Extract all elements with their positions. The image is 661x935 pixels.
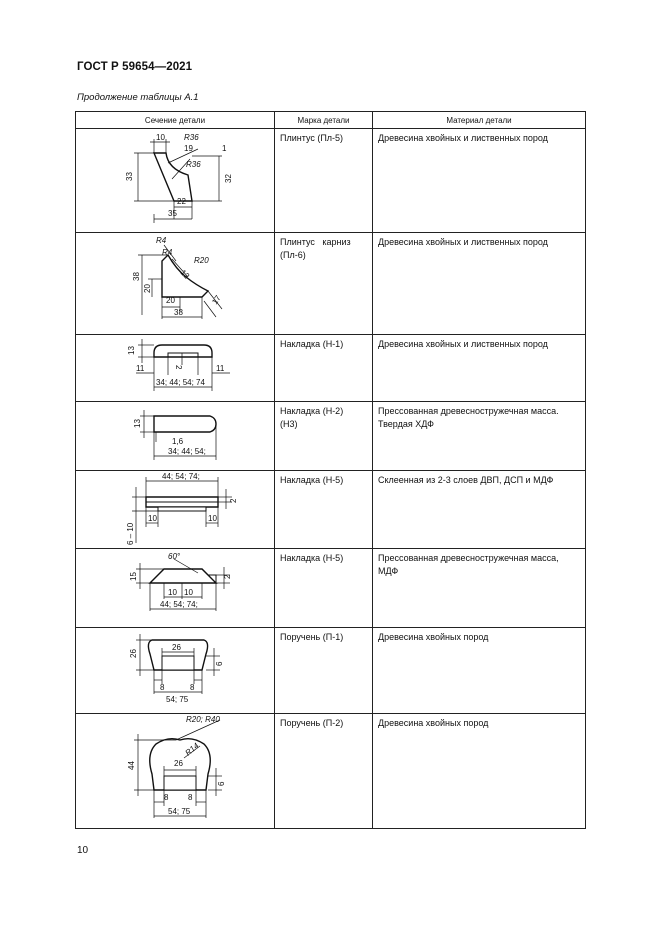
dim-label: 8 bbox=[190, 683, 195, 692]
table-row bbox=[76, 471, 586, 549]
mark-text: Поручень (П-1) bbox=[280, 632, 344, 642]
dim-label: 1,6 bbox=[172, 437, 184, 446]
dim-label: 10 bbox=[184, 588, 193, 597]
material-text: Древесина хвойных и лиственных пород bbox=[378, 237, 548, 247]
mark-cell bbox=[275, 628, 373, 714]
mark-cell bbox=[275, 335, 373, 402]
table-header-row bbox=[76, 112, 586, 129]
dim-label: 13 bbox=[127, 346, 136, 355]
dim-label: 6 – 10 bbox=[126, 522, 135, 545]
table-row bbox=[76, 129, 586, 233]
material-cell bbox=[373, 129, 586, 233]
dim-label: 17 bbox=[210, 293, 223, 307]
section-drawing-cell bbox=[76, 714, 275, 829]
mark-text: (Н3) bbox=[280, 419, 298, 429]
dim-label: 38 bbox=[174, 308, 183, 317]
section-drawing-cell bbox=[76, 628, 275, 714]
material-text: Древесина хвойных пород bbox=[378, 718, 489, 728]
section-drawing-pl6 bbox=[76, 233, 274, 333]
material-cell bbox=[373, 335, 586, 402]
dim-label: 26 bbox=[129, 649, 138, 658]
dim-label: 54; 75 bbox=[166, 695, 189, 704]
material-cell bbox=[373, 233, 586, 335]
section-drawing-cell bbox=[76, 471, 275, 549]
dim-label: 22 bbox=[177, 197, 186, 206]
material-cell bbox=[373, 628, 586, 714]
dim-label: 11 bbox=[136, 364, 145, 373]
dim-label: 20 bbox=[143, 284, 152, 293]
page-number: 10 bbox=[77, 845, 89, 856]
dim-label: 2 bbox=[229, 498, 238, 503]
dim-label: 34; 44; 54; 74 bbox=[156, 378, 205, 387]
section-drawing-p1 bbox=[76, 628, 274, 712]
dim-label: 26 bbox=[172, 643, 181, 652]
dim-label: R4 bbox=[156, 236, 167, 245]
mark-text: Накладка (Н-5) bbox=[280, 475, 344, 485]
table-row bbox=[76, 233, 586, 335]
mark-text: (Пл-6) bbox=[280, 250, 306, 260]
dim-label: R20; R40 bbox=[186, 715, 220, 724]
section-drawing-n5a bbox=[76, 471, 274, 547]
material-cell bbox=[373, 714, 586, 829]
dim-label: R4 bbox=[162, 248, 173, 257]
material-text: Древесина хвойных и лиственных пород bbox=[378, 133, 548, 143]
dim-label: 38 bbox=[132, 272, 141, 281]
dim-label: R20 bbox=[194, 256, 209, 265]
table-row bbox=[76, 335, 586, 402]
mark-text: Плинтус карниз bbox=[280, 237, 351, 247]
dim-label: 2 bbox=[174, 365, 183, 370]
dim-label: 20 bbox=[166, 296, 175, 305]
dim-label: 8 bbox=[160, 683, 165, 692]
section-drawing-cell bbox=[76, 335, 275, 402]
column-header-section: Сечение детали bbox=[76, 112, 275, 129]
section-drawing-n5b bbox=[76, 549, 274, 626]
dim-label: 6 bbox=[215, 661, 224, 666]
dim-label: 60° bbox=[168, 552, 181, 561]
section-drawing-n1 bbox=[76, 335, 274, 400]
material-cell bbox=[373, 402, 586, 471]
mark-cell bbox=[275, 549, 373, 628]
dim-label: 12 bbox=[178, 268, 192, 281]
dim-label: 10 bbox=[168, 588, 177, 597]
dim-label: 6 bbox=[217, 781, 226, 786]
column-header-material: Материал детали bbox=[373, 112, 586, 129]
section-drawing-p2 bbox=[76, 714, 274, 827]
dim-label: 54; 75 bbox=[168, 807, 191, 816]
dim-label: 13 bbox=[133, 419, 142, 428]
dim-label: 8 bbox=[188, 793, 193, 802]
dim-label: R36 bbox=[184, 133, 199, 142]
dim-label: R36 bbox=[186, 160, 201, 169]
mark-cell bbox=[275, 129, 373, 233]
details-table bbox=[75, 111, 586, 829]
mark-cell bbox=[275, 471, 373, 549]
material-text: Прессованная древесностружечная масса. bbox=[378, 406, 559, 416]
material-text: Твердая ХДФ bbox=[378, 419, 434, 429]
section-drawing-cell bbox=[76, 129, 275, 233]
section-drawing-cell bbox=[76, 233, 275, 335]
dim-label: 44; 54; 74; bbox=[160, 600, 198, 609]
mark-text: Поручень (П-2) bbox=[280, 718, 344, 728]
table-row bbox=[76, 628, 586, 714]
dim-label: 10 bbox=[208, 514, 217, 523]
material-text: Древесина хвойных и лиственных пород bbox=[378, 339, 548, 349]
mark-cell bbox=[275, 233, 373, 335]
dim-label: 26 bbox=[174, 759, 183, 768]
dim-label: 11 bbox=[216, 364, 225, 373]
mark-cell bbox=[275, 402, 373, 471]
document-title: ГОСТ Р 59654—2021 bbox=[77, 61, 193, 73]
material-text: Древесина хвойных пород bbox=[378, 632, 489, 642]
section-drawing-cell bbox=[76, 402, 275, 471]
material-text: Прессованная древесностружечная масса, МДФ bbox=[378, 553, 559, 576]
dim-label: 2 bbox=[223, 574, 232, 579]
dim-label: 1 bbox=[222, 144, 227, 153]
table-row bbox=[76, 549, 586, 628]
dim-label: 10 bbox=[156, 133, 165, 142]
column-header-mark: Марка детали bbox=[275, 112, 373, 129]
mark-text: Плинтус (Пл-5) bbox=[280, 133, 344, 143]
material-text: Склеенная из 2-3 слоев ДВП, ДСП и МДФ bbox=[378, 475, 554, 485]
dim-label: 34; 44; 54; bbox=[168, 447, 206, 456]
dim-label: 35 bbox=[168, 209, 177, 218]
dim-label: 15 bbox=[129, 572, 138, 581]
material-cell bbox=[373, 549, 586, 628]
mark-cell bbox=[275, 714, 373, 829]
dim-label: 10 bbox=[148, 514, 157, 523]
table-row bbox=[76, 714, 586, 829]
dim-label: 33 bbox=[125, 172, 134, 181]
mark-text: Накладка (Н-5) bbox=[280, 553, 344, 563]
dim-label: 44; 54; 74; bbox=[162, 472, 200, 481]
dim-label: 8 bbox=[164, 793, 169, 802]
table-caption: Продолжение таблицы А.1 bbox=[77, 92, 199, 103]
table-row bbox=[76, 402, 586, 471]
section-drawing-pl5 bbox=[76, 129, 274, 231]
dim-label: 32 bbox=[224, 174, 233, 183]
dim-label: 19 bbox=[184, 144, 193, 153]
section-drawing-cell bbox=[76, 549, 275, 628]
section-drawing-n2 bbox=[76, 402, 274, 469]
mark-text: Накладка (Н-2) bbox=[280, 406, 344, 416]
dim-label: R14 bbox=[183, 741, 201, 758]
mark-text: Накладка (Н-1) bbox=[280, 339, 344, 349]
material-cell bbox=[373, 471, 586, 549]
dim-label: 44 bbox=[127, 761, 136, 770]
